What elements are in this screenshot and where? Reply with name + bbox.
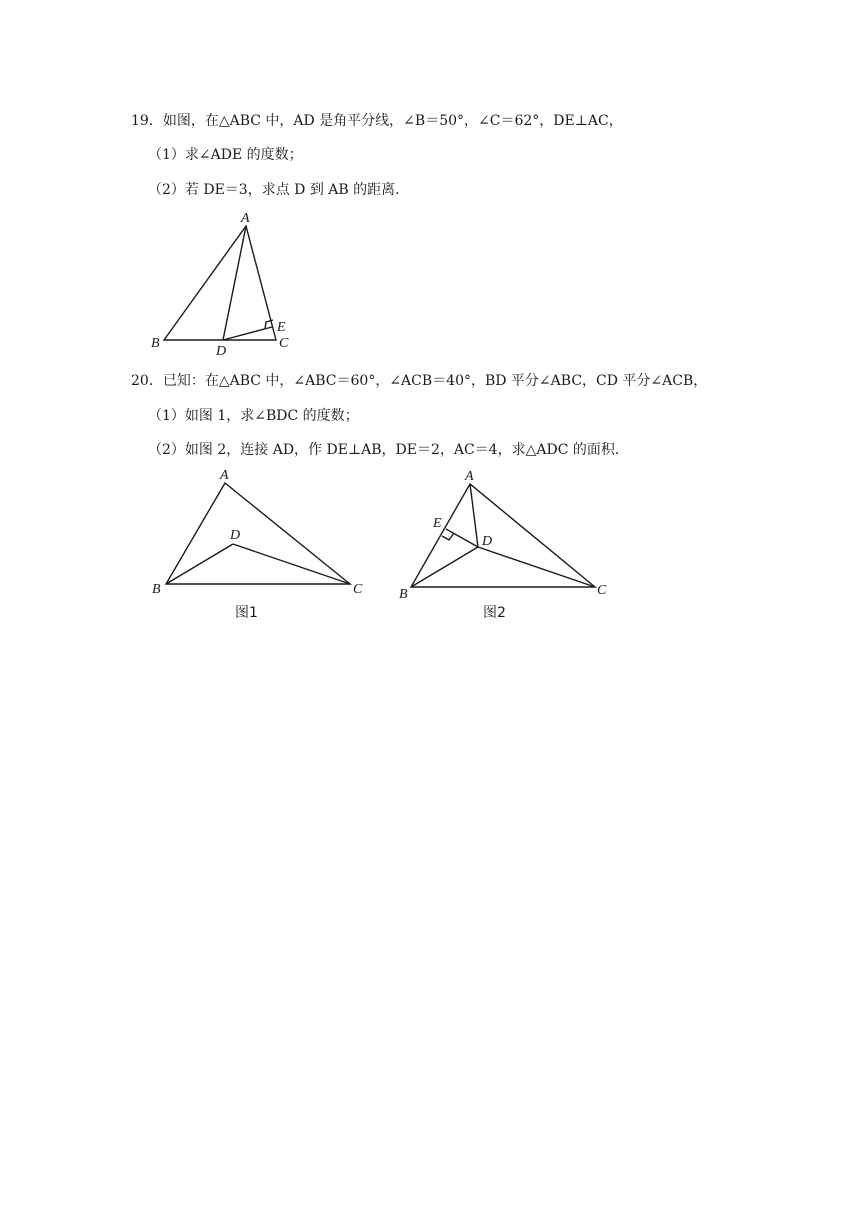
q20-fig2-triangle-abc — [411, 484, 595, 587]
q20-fig1-label-c: C — [353, 582, 363, 597]
q20-fig1-caption: 图1 — [235, 605, 258, 621]
q19-part1: （1）求∠ADE 的度数； — [148, 147, 303, 163]
q20-fig1-label-d: D — [230, 528, 241, 543]
q19-part2: （2）若 DE＝3，求点 D 到 AB 的距离． — [148, 182, 410, 198]
q20-fig1-label-a: A — [220, 468, 229, 483]
q20-fig2-right-angle-mark — [442, 533, 454, 540]
q20-fig2-label-b: B — [399, 587, 408, 602]
q20-part1: （1）如图 1，求∠BDC 的度数； — [148, 408, 359, 424]
q20-fig2-label-e: E — [433, 516, 442, 531]
q20-fig2-label-d: D — [482, 534, 493, 549]
q19-stem: 19．如图，在△ABC 中，AD 是角平分线，∠B＝50°，∠C＝62°，DE⊥AC， — [131, 113, 623, 129]
q19-label-e: E — [277, 320, 286, 335]
q19-label-d: D — [216, 344, 227, 359]
q20-fig1-label-b: B — [152, 582, 161, 597]
q20-fig2-segment-ad — [470, 484, 478, 547]
q20-fig2-segment-bd — [411, 547, 478, 587]
q20-fig2-label-c: C — [597, 583, 607, 598]
q20-fig2-label-a: A — [465, 469, 474, 484]
q20-stem: 20．已知：在△ABC 中，∠ABC＝60°，∠ACB＝40°，BD 平分∠ABC，CD 平分∠ACB， — [131, 373, 708, 389]
q20-part2: （2）如图 2，连接 AD，作 DE⊥AB，DE＝2，AC＝4，求△ADC 的面积． — [148, 442, 629, 458]
q20-fig2-segment-cd — [478, 547, 595, 587]
q19-label-c: C — [279, 336, 289, 351]
q20-fig2-caption: 图2 — [483, 605, 506, 621]
q19-label-a: A — [241, 211, 250, 226]
q19-label-b: B — [151, 336, 160, 351]
